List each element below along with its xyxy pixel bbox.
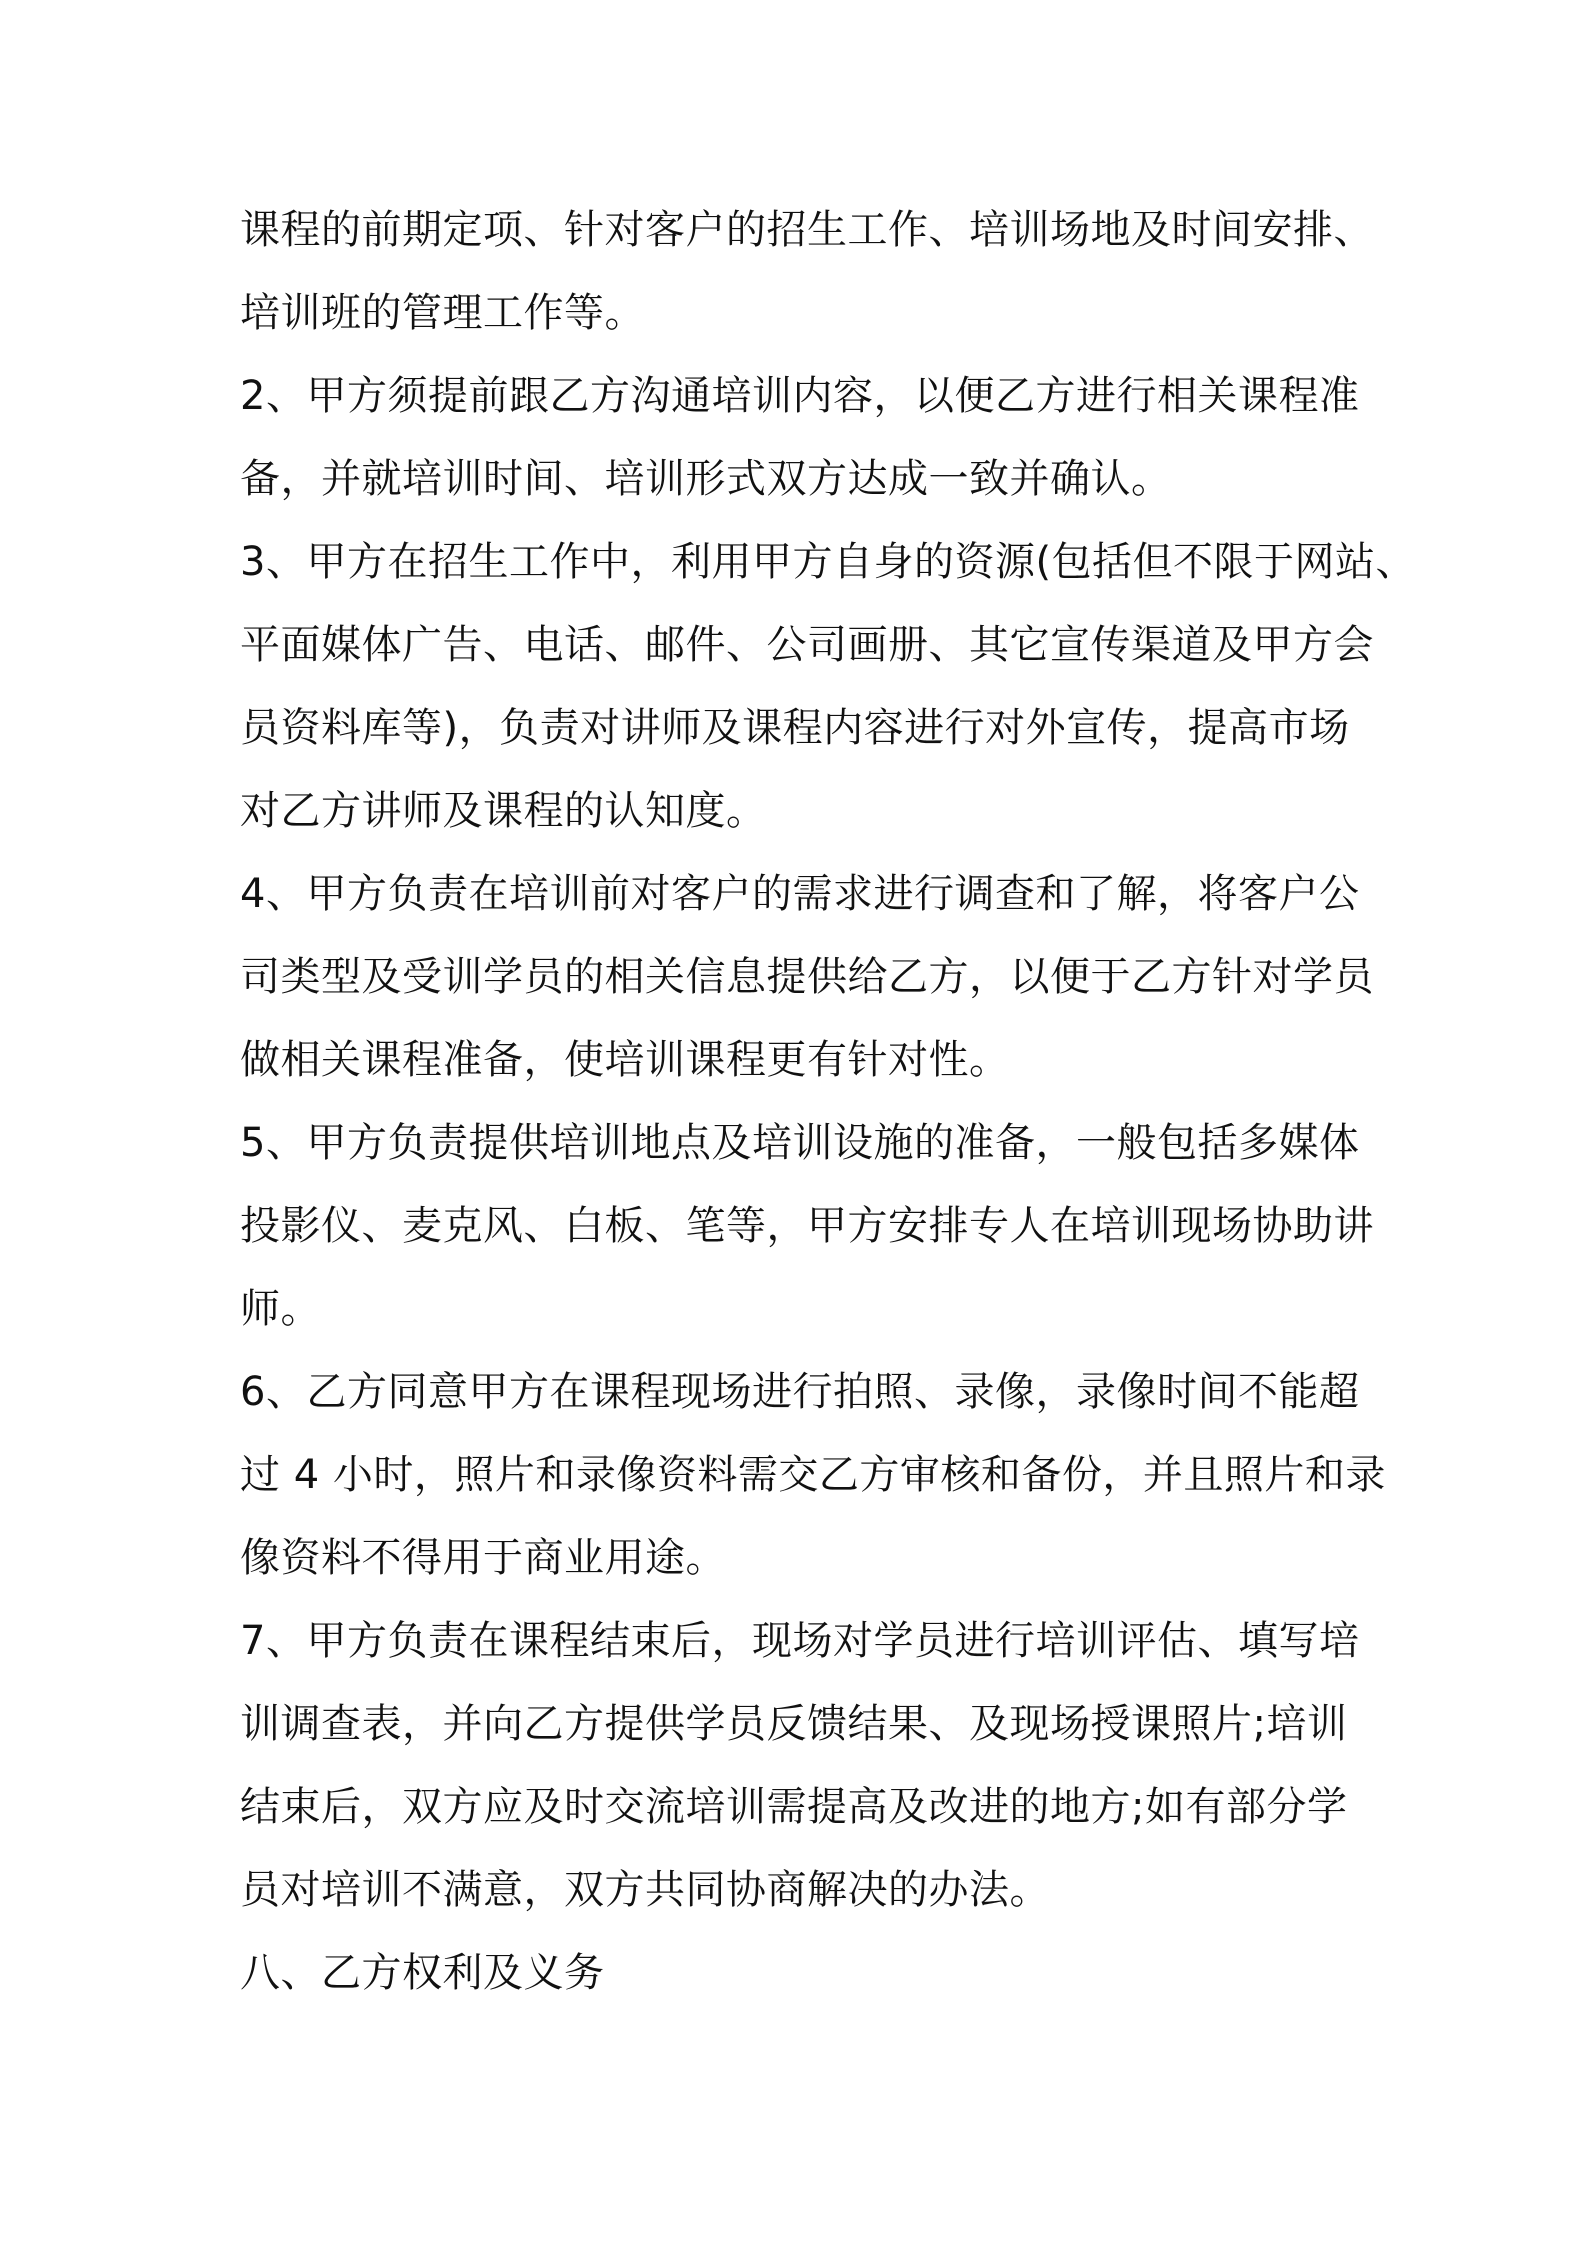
- text-line: 5、甲方负责提供培训地点及培训设施的准备，一般包括多媒体: [240, 1120, 1360, 1166]
- text-line: 6、乙方同意甲方在课程现场进行拍照、录像，录像时间不能超: [240, 1369, 1360, 1415]
- section-heading: 八、乙方权利及义务: [240, 1950, 605, 1996]
- text-line: 训调查表，并向乙方提供学员反馈结果、及现场授课照片;培训: [240, 1701, 1348, 1747]
- text-line: 课程的前期定项、针对客户的招生工作、培训场地及时间安排、: [240, 207, 1374, 253]
- text-line: 结束后，双方应及时交流培训需提高及改进的地方;如有部分学: [240, 1784, 1348, 1830]
- text-line: 培训班的管理工作等。: [240, 290, 645, 336]
- text-line: 2、甲方须提前跟乙方沟通培训内容，以便乙方进行相关课程准: [240, 373, 1360, 419]
- text-line: 投影仪、麦克风、白板、笔等，甲方安排专人在培训现场协助讲: [240, 1203, 1374, 1249]
- text-line: 过 4 小时，照片和录像资料需交乙方审核和备份，并且照片和录: [240, 1452, 1386, 1498]
- text-line: 师。: [240, 1286, 321, 1332]
- text-line: 平面媒体广告、电话、邮件、公司画册、其它宣传渠道及甲方会: [240, 622, 1374, 668]
- text-line: 备，并就培训时间、培训形式双方达成一致并确认。: [240, 456, 1172, 502]
- text-line: 做相关课程准备，使培训课程更有针对性。: [240, 1037, 1010, 1083]
- text-line: 员对培训不满意，双方共同协商解决的办法。: [240, 1867, 1050, 1913]
- text-line: 7、甲方负责在课程结束后，现场对学员进行培训评估、填写培: [240, 1618, 1360, 1664]
- text-line: 对乙方讲师及课程的认知度。: [240, 788, 767, 834]
- text-line: 员资料库等)，负责对讲师及课程内容进行对外宣传，提高市场: [240, 705, 1350, 751]
- text-line: 3、甲方在招生工作中，利用甲方自身的资源(包括但不限于网站、: [240, 539, 1417, 585]
- text-line: 4、甲方负责在培训前对客户的需求进行调查和了解，将客户公: [240, 871, 1360, 917]
- text-line: 像资料不得用于商业用途。: [240, 1535, 726, 1581]
- text-line: 司类型及受训学员的相关信息提供给乙方，以便于乙方针对学员: [240, 954, 1374, 1000]
